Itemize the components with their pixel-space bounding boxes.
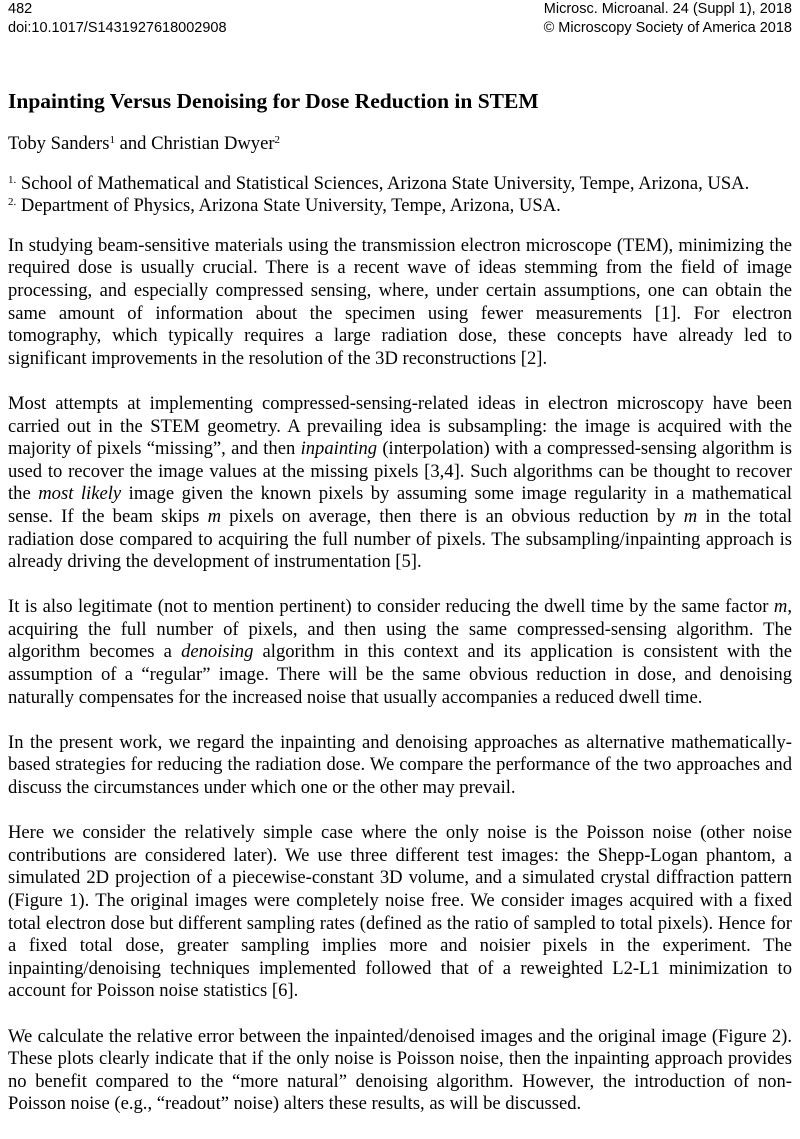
author-joiner: and xyxy=(114,133,152,154)
paragraph-text: pixels on average, then there is an obvious reduction by xyxy=(221,505,684,527)
doi[interactable]: doi:10.1017/S1431927618002908 xyxy=(8,20,227,36)
emphasis-text: m xyxy=(683,505,698,527)
paragraph-text: In the present work, we regard the inpainting and denoising approaches as alternative mathematically-based strategies for reducing the radiation dose. We compare the performance of the two approaches and discuss the circumstances under which one or the other may prevail. xyxy=(8,731,792,799)
paragraph-text: We calculate the relative error between the inpainted/denoised images and the original image (Figure 2). These plots clearly indicate that if the only noise is Poisson noise, then the inpainting approach provides no benefit compared to the “more natural” denoising algorithm. However, the introduction of non-Poisson noise (e.g., “readout” noise) alters these results, as will be discussed. xyxy=(8,1025,792,1115)
paragraph-text: Most attempts at implementing compressed-sensing-related ideas in electron microscopy have been carried out in the STEM geometry. A prevailing idea is subsampling: the image is acquired with the majority of pixels “missing”, and then xyxy=(8,392,792,460)
author-name: Toby Sanders xyxy=(8,133,110,154)
author-list xyxy=(8,133,792,156)
paragraph-text: in the total radiation dose compared to acquiring the full number of pixels. The subsampling/inpainting approach is already driving the development of instrumentation [5]. xyxy=(8,505,792,573)
emphasis-text: m xyxy=(207,505,222,527)
author-name: Christian Dwyer xyxy=(151,133,275,154)
author-affiliation-mark: 1 xyxy=(109,134,115,146)
emphasis-text: inpainting xyxy=(300,438,378,460)
paragraph-text: , acquiring the full number of pixels, and then using the same compressed-sensing algorithm. The algorithm becomes a xyxy=(8,596,792,663)
affiliation xyxy=(8,195,792,218)
emphasis-text: m xyxy=(773,596,788,618)
body-paragraph xyxy=(8,1026,792,1116)
article-title: Inpainting Versus Denoising for Dose Reduction in STEM xyxy=(8,89,539,113)
affiliation-mark: 1. xyxy=(8,173,17,186)
author-affiliation-mark: 2 xyxy=(274,134,281,146)
article-body xyxy=(8,235,792,1116)
body-paragraph xyxy=(8,393,792,574)
affiliation-text: School of Mathematical and Statistical Sciences, Arizona State University, Tempe, Arizona, USA. xyxy=(16,172,750,194)
copyright: © Microscopy Society of America 2018 xyxy=(543,20,792,36)
affiliation-mark: 2. xyxy=(8,196,17,209)
affiliation xyxy=(8,173,792,196)
paragraph-text: image given the known pixels by assuming some image regularity in a mathematical sense. If the beam skips xyxy=(8,483,792,527)
paragraph-text: algorithm in this context and its application is consistent with the assumption of a “regular” image. There will be the same obvious reduction in dose, and denoising naturally compensates for the increased noise that usually accompanies a reduced dwell time. xyxy=(8,641,792,708)
body-paragraph xyxy=(8,822,792,1003)
page-number: 482 xyxy=(8,1,33,17)
affiliation-text: Department of Physics, Arizona State University, Tempe, Arizona, USA. xyxy=(16,195,561,217)
emphasis-text: denoising xyxy=(181,641,254,663)
paragraph-text: It is also legitimate (not to mention pertinent) to consider reducing the dwell time by the same factor xyxy=(8,596,774,618)
article xyxy=(8,88,792,1139)
journal-citation: Microsc. Microanal. 24 (Suppl 1), 2018 xyxy=(543,1,792,17)
affiliations xyxy=(8,173,792,218)
paragraph-text: (interpolation) with a compressed-sensing algorithm is used to recover the image values at the missing pixels [3,4]. Such algorithms can be thought to recover the xyxy=(8,438,793,505)
body-paragraph xyxy=(8,596,792,709)
body-paragraph xyxy=(8,235,792,371)
emphasis-text: most likely xyxy=(38,483,122,505)
paragraph-text: In studying beam-sensitive materials using the transmission electron microscope (TEM), minimizing the required dose is usually crucial. There is a recent wave of ideas stemming from the field of image processing, and especially compressed sensing, where, under certain assumptions, one can obtain the same amount of information about the specimen using fewer measurements [1]. For electron tomography, which typically requires a large radiation dose, these concepts have already led to significant improvements in the resolution of the 3D reconstructions [2]. xyxy=(8,234,792,369)
paragraph-text: Here we consider the relatively simple case where the only noise is the Poisson noise (other noise contributions are considered later). We use three different test images: the Shepp-Logan phantom, a simulated 2D projection of a piecewise-constant 3D volume, and a simulated crystal diffraction pattern (Figure 1). The original images were completely noise free. We consider images acquired with a fixed total electron dose but different sampling rates (defined as the ratio of sampled to total pixels). Hence for a fixed total dose, greater sampling implies more and noisier pixels in the experiment. The inpainting/denoising techniques implemented followed that of a reweighted L2-L1 minimization to account for Poisson noise statistics [6]. xyxy=(8,822,792,1002)
body-paragraph xyxy=(8,732,792,800)
